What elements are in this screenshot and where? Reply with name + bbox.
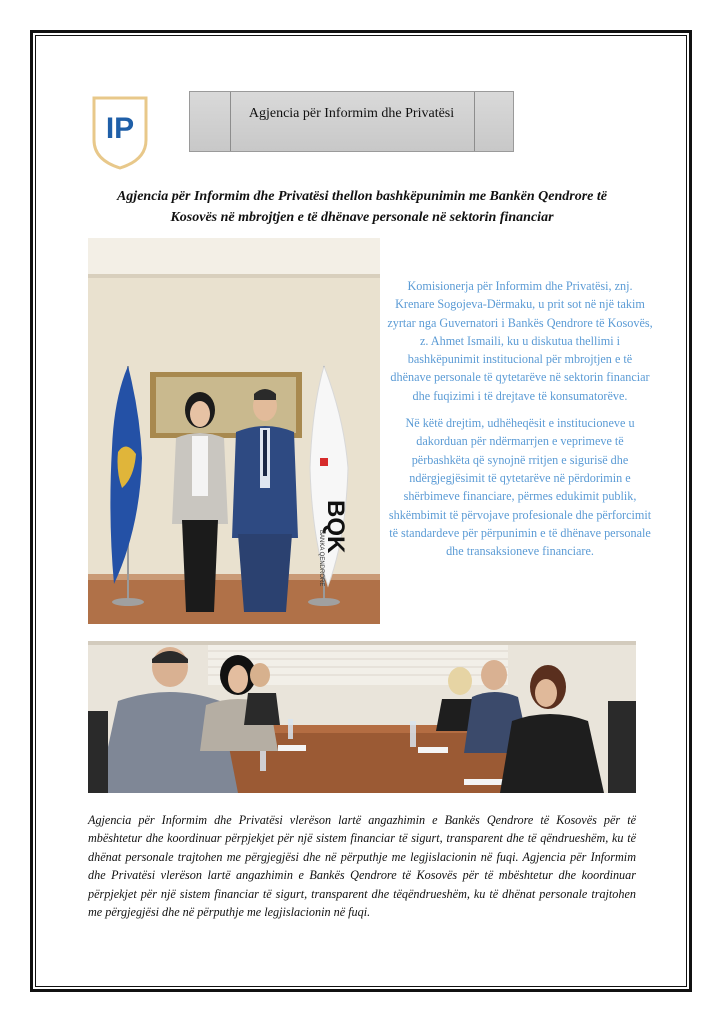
closing-statement (88, 811, 636, 921)
article-body (387, 277, 653, 569)
flag-sign-small: BANKA QENDRORE (318, 530, 324, 587)
meeting-photo-table (88, 641, 636, 793)
meeting-photo-officials (88, 238, 380, 624)
closing-paragraph: Agjencia për Informim dhe Privatësi vlerëson lartë angazhimin e Bankës Qendrore të Kosovës për të mbështetur dhe koordinuar përpjekjet për një sistem financiar të sigurt, transparent dhe të qëndrueshëm, ku të dhënat personale trajtohen me përgjegjësi dhe në përputhje me legjislacionin në fuqi. Agjencia për Informim dhe Privatësi vlerëson lartë angazhimin e Bankës Qendrore të Kosovës për të mbështetur dhe koordinuar përpjekjet për një sistem financiar të sigurt, transparent dhe tëqëndrueshëm, ku të dhënat personale trajtohen me përgjegjësi dhe në përputhje me legjislacionin në fuqi. (88, 813, 636, 920)
agency-logo (90, 94, 150, 170)
article-headline: Agjencia për Informim dhe Privatësi thellon bashkëpunimin me Bankën Qendrore të Kosovës në mbrojtjen e të dhënave personale në sektorin financiar (116, 189, 608, 225)
body-paragraph: Komisionerja për Informim dhe Privatësi, znj. Krenare Sogojeva-Dërmaku, u prit sot në një takim zyrtar nga Guvernatori i Bankës Qendrore të Kosovës, z. Ahmet Ismaili, ku u diskutua thellimi i bashkëpunimit institucional për mbrojtjen e të dhënave personale të qytetarëve në sektorin financiar dhe fuqizimi i të drejtave të konsumatorëve. (387, 279, 653, 403)
body-paragraph: Në këtë drejtim, udhëheqësit e institucioneve u dakorduan për ndërmarrjen e veprimeve të përbashkëta që synojnë rritjen e sigurisë dhe ndërgjegjësimit të qytetarëve në përdorimin e shërbimeve financiare, përmes edukimit publik, shkëmbimit të përvojave profesionale dhe përforcimit të standardeve për përpunimin e të dhënave personale dhe transaksioneve financiare. (388, 416, 652, 559)
agency-name: Agjencia për Informim dhe Privatësi (248, 106, 455, 121)
agency-title-banner (189, 91, 514, 152)
logo-letters: IP (105, 112, 135, 145)
flag-sign-text: BQK (322, 500, 349, 554)
